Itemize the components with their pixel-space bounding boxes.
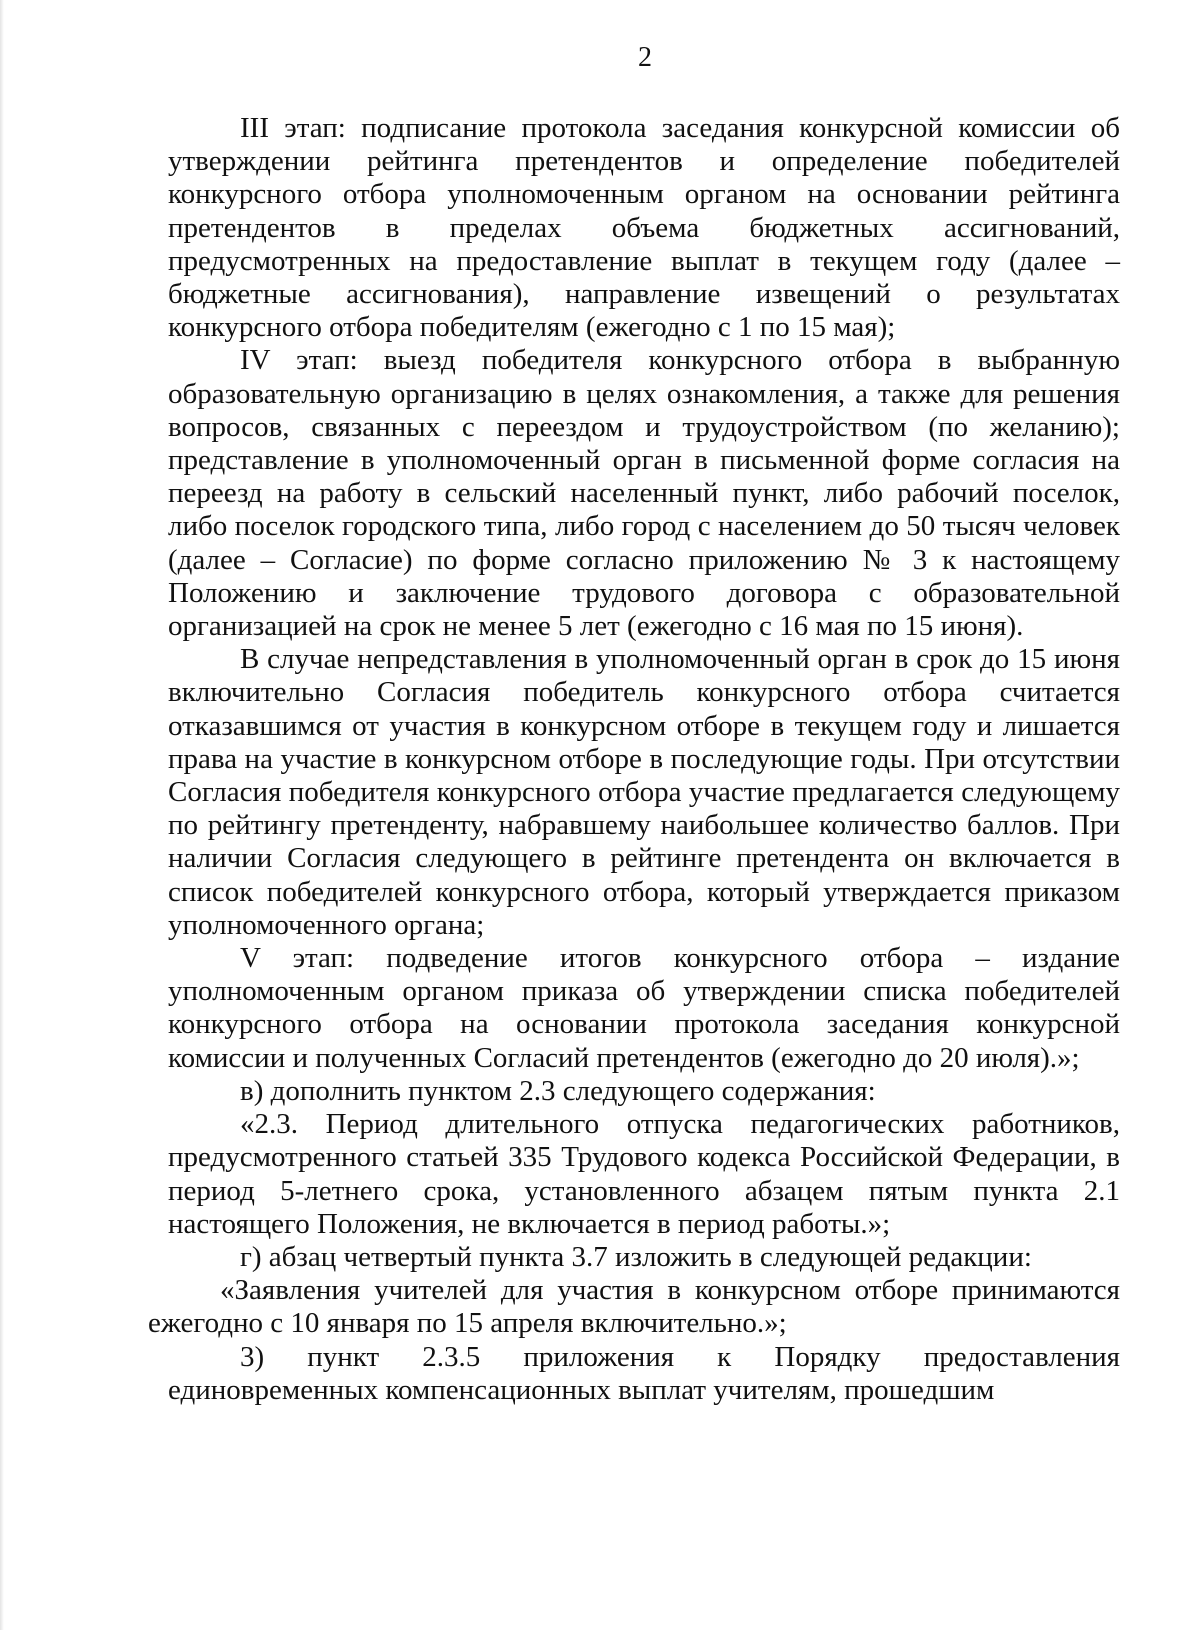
paragraph-stage-4: IV этап: выезд победителя конкурсного отбора в выбранную образовательную организацию в целях ознакомления, а также для решения вопросов, связанных с переездом и трудоустройством (по желанию); представление в уполномоченный орган в письменной форме согласия на переезд на работу в сельский населенный пункт, либо рабочий поселок, либо поселок городского типа, либо город с населением до 50 тысяч человек (далее – Согласие) по форме согласно приложению № 3 к настоящему Положению и заключение трудового договора с образовательной организацией на срок не менее 5 лет (ежегодно с 16 мая по 15 июня). — [168, 344, 1120, 643]
scan-edge — [0, 0, 4, 1630]
paragraph-clause-2-3: «2.3. Период длительного отпуска педагогических работников, предусмотренного статьей 335 Трудового кодекса Российской Федерации, в период 5-летнего срока, установленного абзацем пятым пункта 2.1 настоящего Положения, не включается в период работы.»; — [168, 1108, 1120, 1240]
paragraph-item-3: 3) пункт 2.3.5 приложения к Порядку предоставления единовременных компенсационных выплат учителям, прошедшим — [168, 1340, 1120, 1406]
paragraph-applications-quote: «Заявления учителей для участия в конкурсном отборе принимаются ежегодно с 10 января по 15 апреля включительно.»; — [148, 1274, 1120, 1340]
paragraph-stage-5: V этап: подведение итогов конкурсного отбора – издание уполномоченным органом приказа об утверждении списка победителей конкурсного отбора на основании протокола заседания конкурсной комиссии и полученных Согласий претендентов (ежегодно до 20 июля).»; — [168, 942, 1120, 1074]
document-body — [148, 112, 1120, 1407]
paragraph-amendment-g: г) абзац четвертый пункта 3.7 изложить в следующей редакции: — [240, 1240, 1032, 1273]
page-number: 2 — [638, 42, 652, 73]
paragraph-consent-absence: В случае непредставления в уполномоченный орган в срок до 15 июня включительно Согласия победитель конкурсного отбора считается отказавшимся от участия в конкурсном отборе в текущем году и лишается права на участие в конкурсном отборе в последующие годы. При отсутствии Согласия победителя конкурсного отбора участие предлагается следующему по рейтингу претенденту, набравшему наибольшее количество баллов. При наличии Согласия следующего в рейтинге претендента он включается в список победителей конкурсного отбора, который утверждается приказом уполномоченного органа; — [168, 643, 1120, 941]
paragraph-stage-3: III этап: подписание протокола заседания конкурсной комиссии об утверждении рейтинга претендентов и определение победителей конкурсного отбора уполномоченным органом на основании рейтинга претендентов в пределах объема бюджетных ассигнований, предусмотренных на предоставление выплат в текущем году (далее – бюджетные ассигнования), направление извещений о результатах конкурсного отбора победителям (ежегодно с 1 по 15 мая); — [168, 112, 1120, 344]
paragraph-amendment-v: в) дополнить пунктом 2.3 следующего содержания: — [240, 1074, 876, 1107]
